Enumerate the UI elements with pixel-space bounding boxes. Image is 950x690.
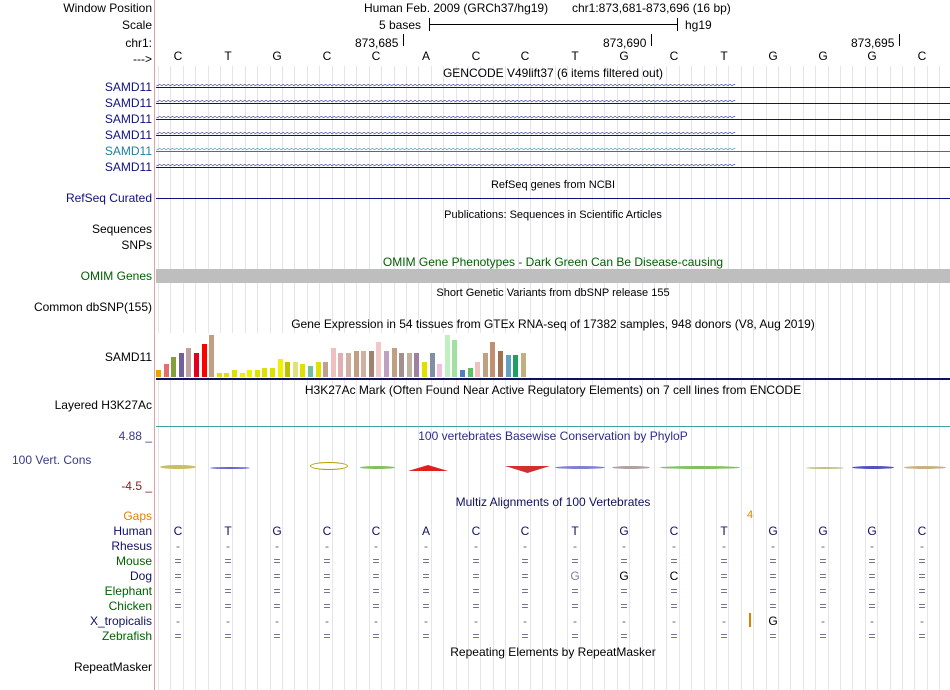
sequence-base: C [917,49,927,63]
gtex-tissue-bar[interactable] [384,351,389,377]
gencode-gene-feature[interactable] [156,116,950,123]
omim-feature-bar[interactable] [156,269,950,283]
alignment-base: = [720,599,728,613]
cons-mark [852,466,894,469]
gtex-tissue-bar[interactable] [224,373,229,377]
gtex-tissue-bar[interactable] [490,342,495,377]
gtex-tissue-bar[interactable] [262,368,267,377]
cons-mark [360,466,395,469]
alignment-base: = [174,629,182,643]
alignment-base: C [520,524,530,538]
alignment-base: - [920,539,924,553]
alignment-base: C [173,524,183,538]
sequence-base: C [322,49,332,63]
alignment-base: = [918,569,926,583]
alignment-base: = [620,629,628,643]
multiz-title: Multiz Alignments of 100 Vertebrates [455,495,651,509]
alignment-base: - [722,539,726,553]
gtex-tissue-bar[interactable] [232,370,237,377]
gencode-item-label[interactable]: SAMD11 [104,144,152,158]
gtex-tissue-bar[interactable] [361,351,366,377]
gencode-gene-feature[interactable] [156,84,950,91]
alignment-base: = [571,599,579,613]
sequence-base: T [571,49,579,63]
gene-backbone [156,103,950,104]
alignment-base: - [920,614,924,628]
position-text: chr1:873,681-873,696 (16 bp) [572,1,731,15]
gtex-tissue-bar[interactable] [460,370,465,377]
alignment-base: = [422,599,430,613]
alignment-base: - [870,614,874,628]
cons-mark [310,462,348,470]
alignment-base: = [224,569,232,583]
alignment-base: = [422,554,430,568]
alignment-base: = [868,629,876,643]
cons-title: 100 vertebrates Basewise Conservation by PhyloP [418,429,688,443]
alignment-base: G [619,569,629,583]
alignment-base: - [474,539,478,553]
omim-label[interactable]: OMIM Genes [80,269,152,283]
alignment-base: = [819,554,827,568]
alignment-base: - [821,539,825,553]
sequence-base: T [224,49,232,63]
gencode-item-label[interactable]: SAMD11 [104,112,152,126]
alignment-base: - [870,539,874,553]
alignment-base: = [769,554,777,568]
alignment-base: = [273,584,281,598]
alignment-base: - [275,539,279,553]
alignment-base: = [918,599,926,613]
gtex-tissue-bar[interactable] [240,373,245,377]
alignment-base: = [422,569,430,583]
sequence-base: C [173,49,183,63]
db-text: hg19 [685,18,712,32]
sequence-base: G [619,49,629,63]
alignment-base: - [622,614,626,628]
gencode-gene-feature[interactable] [156,100,950,107]
gencode-item-label[interactable]: SAMD11 [104,96,152,110]
alignment-base: = [521,599,529,613]
alignment-base: - [573,539,577,553]
sequence-base: T [720,49,728,63]
alignment-base: = [323,599,331,613]
gtex-tissue-bar[interactable] [452,340,457,377]
alignment-base: = [372,629,380,643]
alignment-base: = [720,569,728,583]
alignment-base: = [174,599,182,613]
alignment-base: = [422,584,430,598]
cons-mark [408,465,448,471]
gaps-value: 4 [747,509,754,521]
species-label-elephant[interactable]: Elephant [104,584,152,598]
alignment-base: - [424,539,428,553]
alignment-base: = [918,554,926,568]
coord-tick-mark-3 [899,34,900,46]
gencode-gene-feature[interactable] [156,164,950,171]
cons-min: -4.5 _ [121,479,152,493]
publications-title: Publications: Sequences in Scientific Articles [444,209,662,221]
alignment-base: = [273,599,281,613]
alignment-base: C [669,569,679,583]
alignment-base: C [471,524,481,538]
alignment-base: = [571,629,579,643]
alignment-base: - [821,614,825,628]
alignment-base: = [372,584,380,598]
gtex-tissue-bar[interactable] [437,364,442,377]
alignment-base: = [174,569,182,583]
alignment-base: = [670,584,678,598]
dbsnp-title: Short Genetic Variants from dbSNP release 155 [436,287,670,299]
cons-mark [210,467,250,469]
gencode-gene-feature[interactable] [156,132,950,139]
gene-backbone [156,151,950,152]
chrom-label: chr1: [125,36,152,50]
gtex-tissue-bar[interactable] [338,353,343,377]
alignment-base: = [868,599,876,613]
cons-mark [904,466,946,469]
alignment-base: T [224,524,232,538]
omim-title: OMIM Gene Phenotypes - Dark Green Can Be Disease-causing [382,255,724,269]
alignment-base: = [720,584,728,598]
alignment-base: A [421,524,430,538]
alignment-base: G [619,524,629,538]
sequence-base: G [818,49,828,63]
cons-mark [555,466,605,469]
gtex-label[interactable]: SAMD11 [104,350,152,364]
gtex-tissue-bar[interactable] [521,353,526,377]
alignment-base: C [322,524,332,538]
h3k27ac-title: H3K27Ac Mark (Often Found Near Active Regulatory Elements) on 7 cell lines from ENCODE [304,383,802,397]
alignment-base: = [720,554,728,568]
alignment-base: - [325,539,329,553]
gencode-title: GENCODE V49lift37 (6 items filtered out) [442,66,664,80]
alignment-base: = [918,584,926,598]
alignment-base: = [819,629,827,643]
alignment-base: = [521,569,529,583]
alignment-base: - [672,614,676,628]
alignment-base: = [323,584,331,598]
gtex-tissue-bar[interactable] [430,353,435,377]
alignment-base: = [422,629,430,643]
species-label-zebrafish[interactable]: Zebrafish [101,629,152,643]
alignment-base: = [273,569,281,583]
gtex-tissue-bar[interactable] [331,348,336,377]
alignment-base: G [272,524,282,538]
cons-max: 4.88 _ [118,429,152,443]
cons-mark [806,467,844,469]
alignment-base: G [768,614,778,628]
sequence-base: C [669,49,679,63]
gtex-tissue-bar[interactable] [270,368,275,377]
alignment-base: = [372,554,380,568]
alignment-base: - [771,539,775,553]
alignment-base: = [670,629,678,643]
alignment-base: = [472,629,480,643]
alignment-base: = [372,569,380,583]
dbsnp-label[interactable]: Common dbSNP(155) [33,300,152,314]
alignment-base: = [521,584,529,598]
alignment-base: = [720,629,728,643]
alignment-base: G [768,524,778,538]
alignment-base: C [917,524,927,538]
gtex-tissue-bar[interactable] [498,351,503,377]
repeatmasker-label[interactable]: RepeatMasker [73,660,152,674]
gtex-tissue-bar[interactable] [278,359,283,377]
h3k27ac-baseline [156,426,950,427]
gtex-tissue-bar[interactable] [468,368,473,377]
alignment-base: = [620,599,628,613]
alignment-base: = [769,584,777,598]
alignment-base: = [620,554,628,568]
scale-bar-right-tick [677,18,678,31]
alignment-base: - [573,614,577,628]
alignment-base: = [224,554,232,568]
gtex-tissue-bar[interactable] [399,353,404,377]
gtex-tissue-bar[interactable] [255,370,260,377]
alignment-base: = [521,629,529,643]
cons-mark [660,466,740,469]
alignment-base: = [472,584,480,598]
species-label-mouse[interactable]: Mouse [115,554,152,568]
refseq-gene-line[interactable] [156,198,950,199]
species-label-rhesus[interactable]: Rhesus [111,539,152,553]
coord-tick-mark-2 [651,34,652,46]
gtex-tissue-bar[interactable] [209,335,214,377]
cons-mark [160,465,196,469]
alignment-base: = [273,554,281,568]
sequence-base: G [867,49,877,63]
gtex-tissue-bar[interactable] [392,348,397,377]
gtex-tissue-bar[interactable] [316,362,321,377]
coord-tick-mark-1 [403,34,404,46]
gtex-tissue-bar[interactable] [156,370,161,377]
alignment-base: - [424,614,428,628]
gencode-gene-feature[interactable] [156,148,950,155]
alignment-base: = [472,599,480,613]
alignment-base: = [472,554,480,568]
alignment-base: - [672,539,676,553]
alignment-base: - [474,614,478,628]
gtex-tissue-bar[interactable] [186,348,191,377]
gap-marker [749,613,751,627]
alignment-base: = [868,584,876,598]
snps-label[interactable]: SNPs [121,238,152,252]
alignment-base: = [323,569,331,583]
alignment-base: G [818,524,828,538]
cons-mark [505,466,550,473]
gtex-tissue-bar[interactable] [171,357,176,377]
alignment-base: - [275,614,279,628]
h3k27ac-label[interactable]: Layered H3K27Ac [54,398,152,412]
gtex-tissue-bar[interactable] [194,353,199,377]
species-label-chicken[interactable]: Chicken [108,599,152,613]
gtex-title: Gene Expression in 54 tissues from GTEx RNA-seq of 17382 samples, 948 donors (V8, Aug 2019) [291,317,815,331]
alignment-base: = [174,554,182,568]
alignment-base: C [371,524,381,538]
scale-bar-left-tick [429,18,430,31]
alignment-base: G [867,524,877,538]
gtex-tissue-bar[interactable] [475,362,480,377]
alignment-base: - [226,539,230,553]
alignment-base: - [374,614,378,628]
alignment-base: = [918,629,926,643]
alignment-base: T [720,524,728,538]
gene-backbone [156,167,950,168]
alignment-base: = [868,554,876,568]
alignment-base: = [571,554,579,568]
alignment-base: = [769,569,777,583]
alignment-base: - [176,539,180,553]
alignment-base: - [622,539,626,553]
gtex-tissue-bar[interactable] [247,370,252,377]
alignment-base: = [372,599,380,613]
alignment-base: - [226,614,230,628]
gtex-tissue-bar[interactable] [483,353,488,377]
alignment-base: = [472,569,480,583]
gene-backbone [156,87,950,88]
gtex-tissue-bar[interactable] [164,364,169,377]
scale-label: Scale [121,18,152,32]
cons-label[interactable]: 100 Vert. Cons [12,453,92,467]
gencode-item-label[interactable]: SAMD11 [104,160,152,174]
gtex-tissue-bar[interactable] [445,335,450,377]
alignment-base: = [769,599,777,613]
alignment-base: - [523,614,527,628]
gtex-tissue-bar[interactable] [293,362,298,377]
sequences-label[interactable]: Sequences [91,222,152,236]
gtex-tissue-bar[interactable] [346,353,351,377]
alignment-base: = [224,599,232,613]
gencode-item-label[interactable]: SAMD11 [104,128,152,142]
repeatmasker-title: Repeating Elements by RepeatMasker [450,645,656,659]
gtex-tissue-bar[interactable] [285,362,290,377]
alignment-base: - [325,614,329,628]
sequence-base: C [520,49,530,63]
alignment-base: = [819,584,827,598]
alignment-base: = [819,599,827,613]
gencode-item-label[interactable]: SAMD11 [104,80,152,94]
gtex-tissue-bar[interactable] [369,351,374,377]
alignment-base: - [176,614,180,628]
gtex-tissue-bar[interactable] [179,353,184,377]
gaps-label: Gaps [123,509,152,523]
gtex-bar-chart[interactable] [156,333,536,377]
alignment-base: = [521,554,529,568]
gtex-tissue-bar[interactable] [217,373,222,377]
alignment-base: T [571,524,579,538]
alignment-base: = [620,584,628,598]
gtex-tissue-bar[interactable] [202,344,207,377]
alignment-base: = [323,554,331,568]
coord-tick-1: 873,685 [355,36,399,50]
species-label-human[interactable]: Human [113,524,152,538]
species-label-dog[interactable]: Dog [129,569,152,583]
gtex-tissue-bar[interactable] [506,355,511,377]
coord-tick-2: 873,690 [603,36,647,50]
alignment-base: = [224,629,232,643]
sequence-base: A [421,49,430,63]
window-position-label: Window Position [63,1,152,15]
gtex-tissue-bar[interactable] [300,364,305,377]
alignment-base: = [670,599,678,613]
refseq-title: RefSeq genes from NCBI [490,179,616,191]
alignment-base: - [722,614,726,628]
alignment-base: = [819,569,827,583]
alignment-base: = [273,629,281,643]
refseq-label[interactable]: RefSeq Curated [65,191,152,205]
sequence-base: C [371,49,381,63]
scale-bar [429,24,677,25]
alignment-base: - [374,539,378,553]
sequence-base: G [272,49,282,63]
alignment-base: = [224,584,232,598]
sequence-base: G [768,49,778,63]
gtex-tissue-bar[interactable] [323,362,328,377]
gene-backbone [156,135,950,136]
alignment-base: - [523,539,527,553]
scale-text: 5 bases [379,18,422,32]
gtex-tissue-bar[interactable] [308,366,313,377]
assembly-text: Human Feb. 2009 (GRCh37/hg19) [364,1,549,15]
strand-label: ---> [133,52,152,66]
alignment-base: = [571,584,579,598]
label-divider [154,0,155,690]
alignment-base: = [769,629,777,643]
alignment-base: G [570,569,580,583]
alignment-base: = [323,629,331,643]
gtex-tissue-bar[interactable] [414,353,419,377]
gtex-gene-line [156,378,950,380]
gtex-tissue-bar[interactable] [376,342,381,377]
gtex-tissue-bar[interactable] [407,353,412,377]
species-label-x_tropicalis[interactable]: X_tropicalis [89,614,152,628]
coord-tick-3: 873,695 [851,36,895,50]
gtex-tissue-bar[interactable] [354,351,359,377]
sequence-base: C [471,49,481,63]
alignment-base: = [868,569,876,583]
alignment-base: = [670,554,678,568]
cons-mark [612,466,650,469]
gtex-tissue-bar[interactable] [422,362,427,377]
gtex-tissue-bar[interactable] [513,355,518,377]
alignment-base: = [174,584,182,598]
gene-backbone [156,119,950,120]
alignment-base: C [669,524,679,538]
